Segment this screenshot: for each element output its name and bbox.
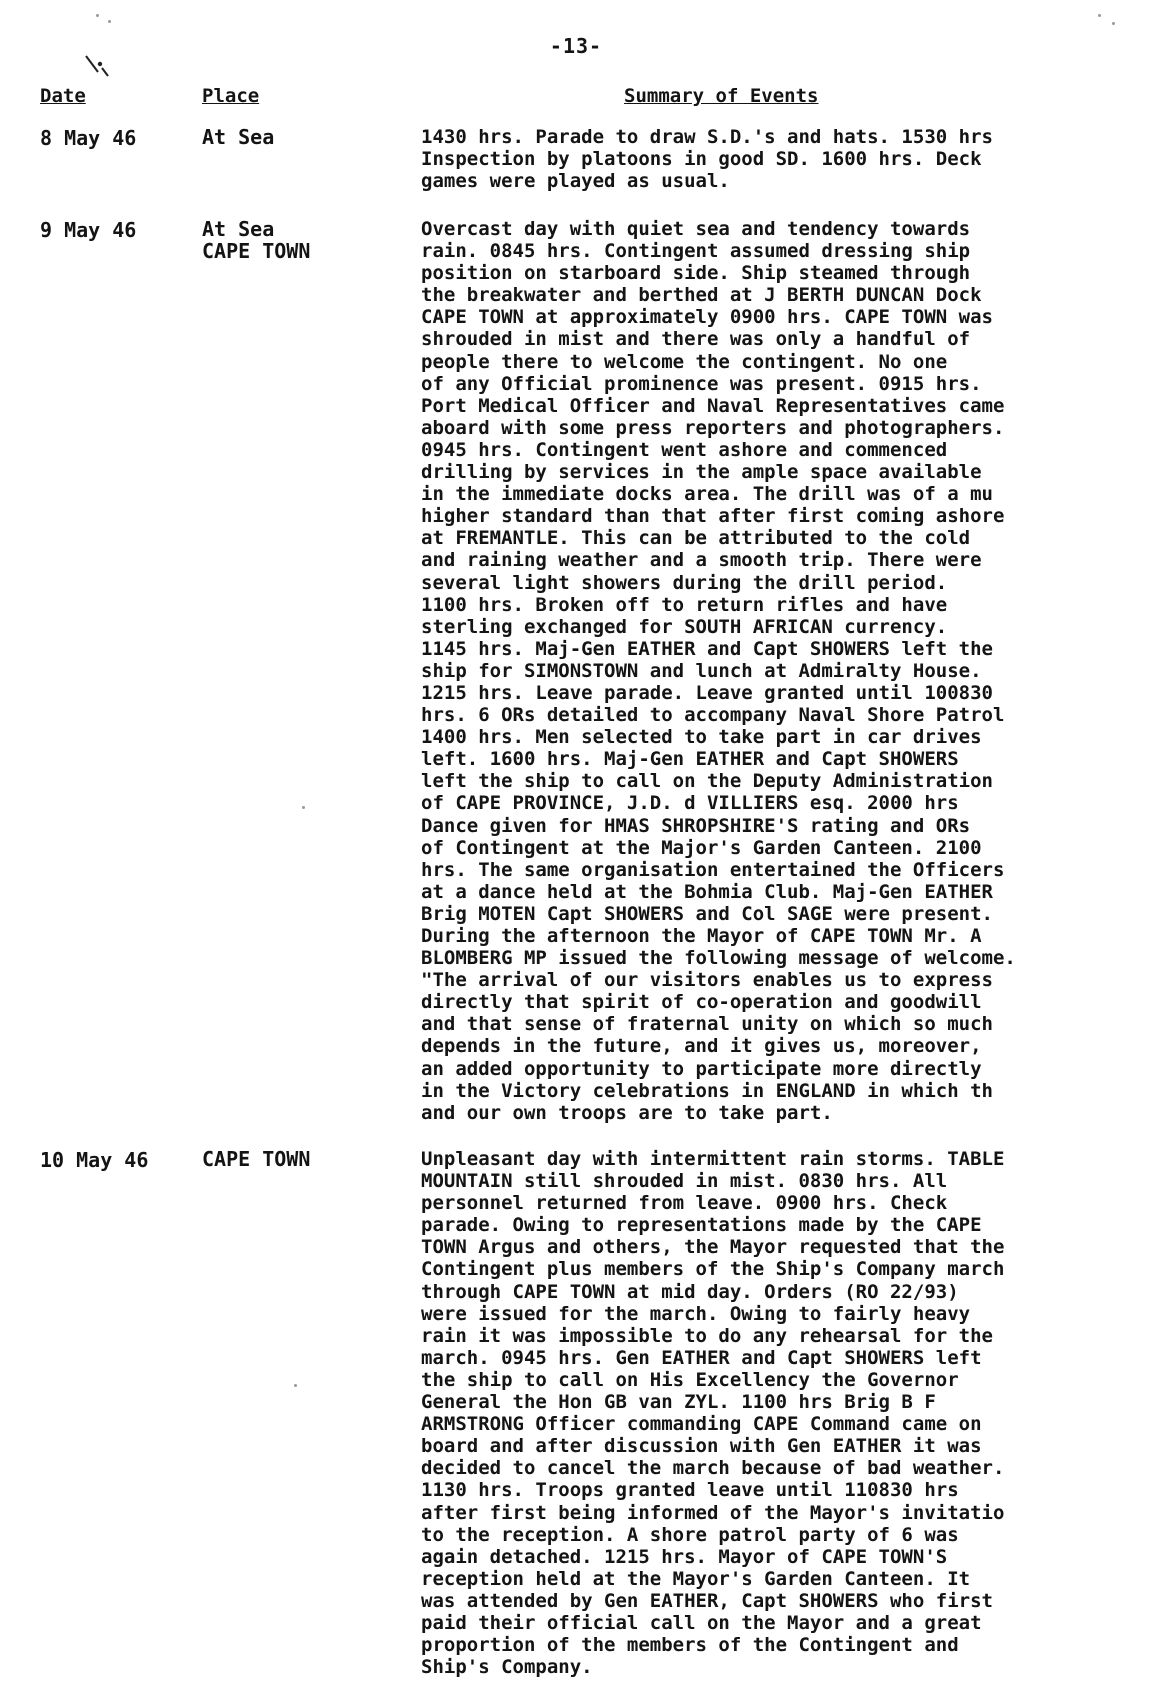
summary-line: reception held at the Mayor's Garden Canteen. It	[421, 1567, 971, 1590]
entry-summary	[421, 1148, 1131, 1678]
summary-line: in the Victory celebrations in ENGLAND in which th	[421, 1079, 993, 1102]
summary-line: personnel returned from leave. 0900 hrs. Check	[421, 1192, 948, 1215]
summary-line: several light showers during the drill period.	[421, 571, 948, 594]
summary-line: in the immediate docks area. The drill was of a mu	[421, 483, 993, 506]
summary-line: of any Official prominence was present. 0915 hrs.	[421, 372, 982, 395]
summary-line: Port Medical Officer and Naval Representatives came	[421, 394, 1005, 417]
summary-line: march. 0945 hrs. Gen EATHER and Capt SHOWERS left	[421, 1346, 982, 1369]
entry-date: 8 May 46	[40, 126, 137, 150]
summary-line: people there to welcome the contingent. No one	[421, 350, 948, 373]
summary-line: sterling exchanged for SOUTH AFRICAN currency.	[421, 615, 948, 638]
summary-line: through CAPE TOWN at mid day. Orders (RO 22/93)	[421, 1280, 959, 1303]
summary-line: at a dance held at the Bohmia Club. Maj-Gen EATHER	[421, 880, 993, 903]
summary-line: and that sense of fraternal unity on which so much	[421, 1013, 993, 1036]
summary-line: left the ship to call on the Deputy Administration	[421, 770, 993, 793]
summary-line: to the reception. A shore patrol party of 6 was	[421, 1523, 959, 1546]
summary-line: 1400 hrs. Men selected to take part in car drives	[421, 726, 982, 749]
summary-line: Dance given for HMAS SHROPSHIRE'S rating and ORs	[421, 814, 971, 837]
summary-line: the ship to call on His Excellency the Governor	[421, 1368, 959, 1391]
summary-line: parade. Owing to representations made by the CAPE	[421, 1214, 982, 1237]
summary-line: games were played as usual.	[421, 170, 730, 193]
summary-line: ship for SIMONSTOWN and lunch at Admiralty House.	[421, 659, 982, 682]
place-line: At Sea	[202, 217, 275, 241]
summary-line: the breakwater and berthed at J BERTH DUNCAN Dock	[421, 284, 982, 307]
summary-line: hrs. The same organisation entertained the Officers	[421, 858, 1005, 881]
scan-speck	[1098, 14, 1101, 17]
column-header-summary: Summary of Events	[624, 85, 819, 107]
summary-line: 1100 hrs. Broken off to return rifles and have	[421, 593, 948, 616]
entry-summary	[421, 218, 1131, 1124]
summary-line: rain it was impossible to do any rehearsal for the	[421, 1324, 993, 1347]
summary-line: of CAPE PROVINCE, J.D. d VILLIERS esq. 2000 hrs	[421, 792, 959, 815]
summary-line: Brig MOTEN Capt SHOWERS and Col SAGE were present.	[421, 902, 993, 925]
summary-line: MOUNTAIN still shrouded in mist. 0830 hrs. All	[421, 1170, 948, 1193]
scan-speck	[294, 1384, 297, 1387]
summary-line: depends in the future, and it gives us, moreover,	[421, 1035, 982, 1058]
summary-line: again detached. 1215 hrs. Mayor of CAPE TOWN'S	[421, 1545, 948, 1568]
summary-line: at FREMANTLE. This can be attributed to the cold	[421, 527, 971, 550]
summary-line: "The arrival of our visitors enables us to express	[421, 969, 993, 992]
entry-place	[202, 126, 274, 148]
place-line: At Sea	[202, 125, 275, 149]
summary-line: position on starboard side. Ship steamed through	[421, 262, 971, 285]
summary-line: drilling by services in the ample space available	[421, 461, 982, 484]
summary-line: paid their official call on the Mayor and a great	[421, 1611, 982, 1634]
summary-line: decided to cancel the march because of bad weather.	[421, 1457, 1005, 1480]
scan-speck	[108, 20, 111, 23]
summary-line: board and after discussion with Gen EATHER it was	[421, 1435, 982, 1458]
summary-line: During the afternoon the Mayor of CAPE TOWN Mr. A	[421, 925, 982, 947]
summary-line: 1215 hrs. Leave parade. Leave granted until 100830	[421, 681, 993, 704]
summary-line: Overcast day with quiet sea and tendency towards	[421, 218, 971, 240]
summary-line: aboard with some press reporters and photographers.	[421, 416, 1005, 439]
page-number: -13-	[549, 34, 603, 58]
entry-date: 9 May 46	[40, 218, 137, 242]
summary-line: and our own troops are to take part.	[421, 1101, 833, 1124]
summary-line: an added opportunity to participate more directly	[421, 1057, 982, 1080]
summary-line: were issued for the march. Owing to fairly heavy	[421, 1302, 971, 1325]
column-header-date: Date	[40, 85, 86, 107]
summary-line: TOWN Argus and others, the Mayor requested that the	[421, 1236, 1005, 1259]
column-header-place: Place	[202, 85, 260, 107]
summary-line: BLOMBERG MP issued the following message of welcome.	[421, 947, 1016, 970]
summary-line: of Contingent at the Major's Garden Canteen. 2100	[421, 836, 982, 859]
entry-place	[202, 1148, 310, 1170]
place-line: CAPE TOWN	[202, 239, 311, 263]
scan-speck	[1112, 22, 1115, 25]
summary-line: shrouded in mist and there was only a handful of	[421, 328, 971, 351]
summary-line: Ship's Company.	[421, 1656, 593, 1679]
summary-line: higher standard than that after first coming ashore	[421, 505, 1005, 528]
scan-speck	[96, 14, 99, 17]
summary-line: Inspection by platoons in good SD. 1600 hrs. Deck	[421, 148, 982, 171]
summary-line: 1430 hrs. Parade to draw S.D.'s and hats. 1530 hrs	[421, 126, 993, 148]
summary-line: ARMSTRONG Officer commanding CAPE Command came on	[421, 1413, 982, 1436]
summary-line: Contingent plus members of the Ship's Company march	[421, 1258, 1005, 1281]
place-line: CAPE TOWN	[202, 1147, 311, 1171]
summary-line: left. 1600 hrs. Maj-Gen EATHER and Capt SHOWERS	[421, 748, 959, 771]
summary-line: was attended by Gen EATHER, Capt SHOWERS who first	[421, 1589, 993, 1612]
summary-line: hrs. 6 ORs detailed to accompany Naval Shore Patrol	[421, 704, 1005, 727]
summary-line: 1130 hrs. Troops granted leave until 110830 hrs	[421, 1479, 959, 1502]
entry-date: 10 May 46	[40, 1148, 149, 1172]
summary-line: rain. 0845 hrs. Contingent assumed dressing ship	[421, 240, 971, 263]
entry-summary	[421, 126, 1131, 192]
scan-speck	[302, 806, 305, 809]
summary-line: 0945 hrs. Contingent went ashore and commenced	[421, 438, 948, 461]
summary-line: after first being informed of the Mayor's invitatio	[421, 1501, 1005, 1524]
entry-place	[202, 218, 310, 262]
summary-line: proportion of the members of the Contingent and	[421, 1634, 959, 1657]
summary-line: directly that spirit of co-operation and goodwill	[421, 991, 982, 1014]
summary-line: General the Hon GB van ZYL. 1100 hrs Brig B F	[421, 1391, 936, 1414]
summary-line: CAPE TOWN at approximately 0900 hrs. CAPE TOWN was	[421, 306, 993, 329]
summary-line: 1145 hrs. Maj-Gen EATHER and Capt SHOWERS left the	[421, 637, 993, 660]
summary-line: and raining weather and a smooth trip. There were	[421, 549, 982, 572]
summary-line: Unpleasant day with intermittent rain storms. TABLE	[421, 1148, 1005, 1170]
